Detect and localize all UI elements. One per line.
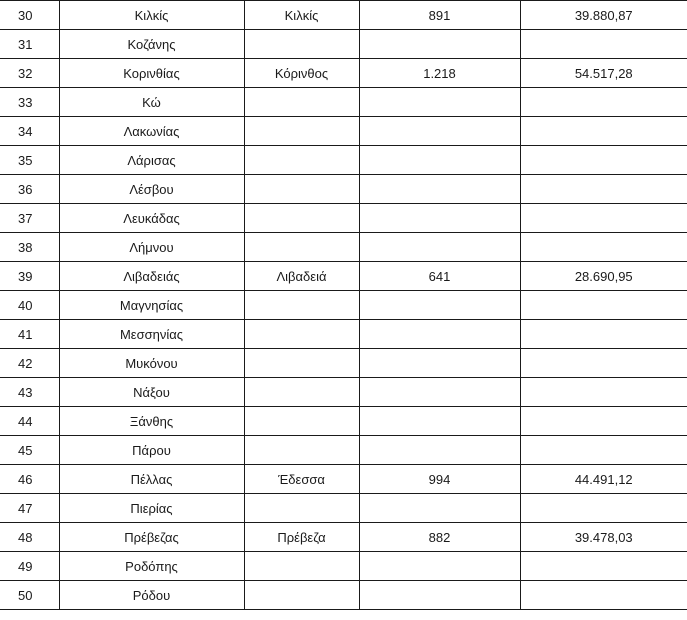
amount-cell: [520, 581, 687, 610]
table-row: [0, 407, 687, 436]
table-row: [0, 320, 687, 349]
row-number-cell: 50: [0, 581, 59, 610]
count-cell: [359, 204, 520, 233]
amount-cell: 54.517,28: [520, 59, 687, 88]
row-number-cell: 41: [0, 320, 59, 349]
prefecture-cell: Μυκόνου: [59, 349, 244, 378]
city-cell: [244, 407, 359, 436]
row-number-cell: 43: [0, 378, 59, 407]
amount-cell: [520, 146, 687, 175]
prefecture-cell: Πέλλας: [59, 465, 244, 494]
amount-cell: [520, 88, 687, 117]
count-cell: [359, 88, 520, 117]
prefecture-cell: Κοζάνης: [59, 30, 244, 59]
count-cell: 641: [359, 262, 520, 291]
row-number-cell: 34: [0, 117, 59, 146]
count-cell: [359, 581, 520, 610]
city-cell: [244, 552, 359, 581]
prefecture-cell: Λήμνου: [59, 233, 244, 262]
amount-cell: [520, 407, 687, 436]
amount-cell: [520, 320, 687, 349]
city-cell: [244, 233, 359, 262]
city-cell: [244, 378, 359, 407]
count-cell: [359, 233, 520, 262]
amount-cell: [520, 349, 687, 378]
city-cell: [244, 30, 359, 59]
prefecture-cell: Λιβαδειάς: [59, 262, 244, 291]
amount-cell: [520, 175, 687, 204]
prefecture-cell: Ροδόπης: [59, 552, 244, 581]
prefecture-cell: Λάρισας: [59, 146, 244, 175]
amount-cell: 39.478,03: [520, 523, 687, 552]
city-cell: [244, 494, 359, 523]
row-number-cell: 33: [0, 88, 59, 117]
table-row: [0, 552, 687, 581]
count-cell: [359, 30, 520, 59]
table-row: [0, 88, 687, 117]
table-row: [0, 233, 687, 262]
count-cell: [359, 349, 520, 378]
table-row: [0, 175, 687, 204]
row-number-cell: 30: [0, 1, 59, 30]
table-body: [0, 1, 687, 610]
count-cell: [359, 146, 520, 175]
row-number-cell: 44: [0, 407, 59, 436]
count-cell: 882: [359, 523, 520, 552]
prefecture-cell: Πάρου: [59, 436, 244, 465]
amount-cell: [520, 494, 687, 523]
prefecture-cell: Νάξου: [59, 378, 244, 407]
count-cell: [359, 436, 520, 465]
prefecture-cell: Μαγνησίας: [59, 291, 244, 320]
amount-cell: 28.690,95: [520, 262, 687, 291]
amount-cell: [520, 552, 687, 581]
prefecture-cell: Ρόδου: [59, 581, 244, 610]
amount-cell: 39.880,87: [520, 1, 687, 30]
row-number-cell: 49: [0, 552, 59, 581]
count-cell: [359, 378, 520, 407]
table-row: [0, 59, 687, 88]
amount-cell: [520, 204, 687, 233]
amount-cell: [520, 436, 687, 465]
prefecture-cell: Κιλκίς: [59, 1, 244, 30]
table-row: [0, 30, 687, 59]
table-row: [0, 262, 687, 291]
city-cell: [244, 349, 359, 378]
city-cell: [244, 291, 359, 320]
row-number-cell: 36: [0, 175, 59, 204]
prefecture-cell: Λέσβου: [59, 175, 244, 204]
count-cell: [359, 552, 520, 581]
table-row: [0, 523, 687, 552]
row-number-cell: 32: [0, 59, 59, 88]
table-row: [0, 465, 687, 494]
count-cell: [359, 291, 520, 320]
city-cell: [244, 320, 359, 349]
city-cell: [244, 204, 359, 233]
row-number-cell: 45: [0, 436, 59, 465]
row-number-cell: 46: [0, 465, 59, 494]
amount-cell: [520, 378, 687, 407]
prefecture-cell: Πιερίας: [59, 494, 244, 523]
count-cell: [359, 494, 520, 523]
count-cell: 1.218: [359, 59, 520, 88]
city-cell: Λιβαδειά: [244, 262, 359, 291]
row-number-cell: 42: [0, 349, 59, 378]
city-cell: [244, 436, 359, 465]
count-cell: 994: [359, 465, 520, 494]
count-cell: [359, 117, 520, 146]
prefecture-cell: Πρέβεζας: [59, 523, 244, 552]
prefecture-cell: Ξάνθης: [59, 407, 244, 436]
row-number-cell: 48: [0, 523, 59, 552]
table-row: [0, 436, 687, 465]
row-number-cell: 40: [0, 291, 59, 320]
amount-cell: [520, 30, 687, 59]
count-cell: 891: [359, 1, 520, 30]
city-cell: Έδεσσα: [244, 465, 359, 494]
row-number-cell: 47: [0, 494, 59, 523]
table-row: [0, 146, 687, 175]
table-row: [0, 1, 687, 30]
table-row: [0, 378, 687, 407]
city-cell: [244, 88, 359, 117]
table-row: [0, 494, 687, 523]
prefecture-cell: Κορινθίας: [59, 59, 244, 88]
table-row: [0, 349, 687, 378]
city-cell: [244, 581, 359, 610]
amount-cell: [520, 233, 687, 262]
prefecture-cell: Λακωνίας: [59, 117, 244, 146]
prefecture-cell: Λευκάδας: [59, 204, 244, 233]
amount-cell: [520, 117, 687, 146]
count-cell: [359, 320, 520, 349]
city-cell: [244, 146, 359, 175]
table-row: [0, 204, 687, 233]
row-number-cell: 35: [0, 146, 59, 175]
count-cell: [359, 407, 520, 436]
row-number-cell: 39: [0, 262, 59, 291]
table-row: [0, 291, 687, 320]
city-cell: [244, 175, 359, 204]
amount-cell: 44.491,12: [520, 465, 687, 494]
amount-cell: [520, 291, 687, 320]
row-number-cell: 31: [0, 30, 59, 59]
city-cell: Κιλκίς: [244, 1, 359, 30]
row-number-cell: 37: [0, 204, 59, 233]
table-row: [0, 117, 687, 146]
prefecture-cell: Κώ: [59, 88, 244, 117]
city-cell: Κόρινθος: [244, 59, 359, 88]
city-cell: Πρέβεζα: [244, 523, 359, 552]
prefecture-cell: Μεσσηνίας: [59, 320, 244, 349]
table-row: [0, 581, 687, 610]
row-number-cell: 38: [0, 233, 59, 262]
city-cell: [244, 117, 359, 146]
count-cell: [359, 175, 520, 204]
